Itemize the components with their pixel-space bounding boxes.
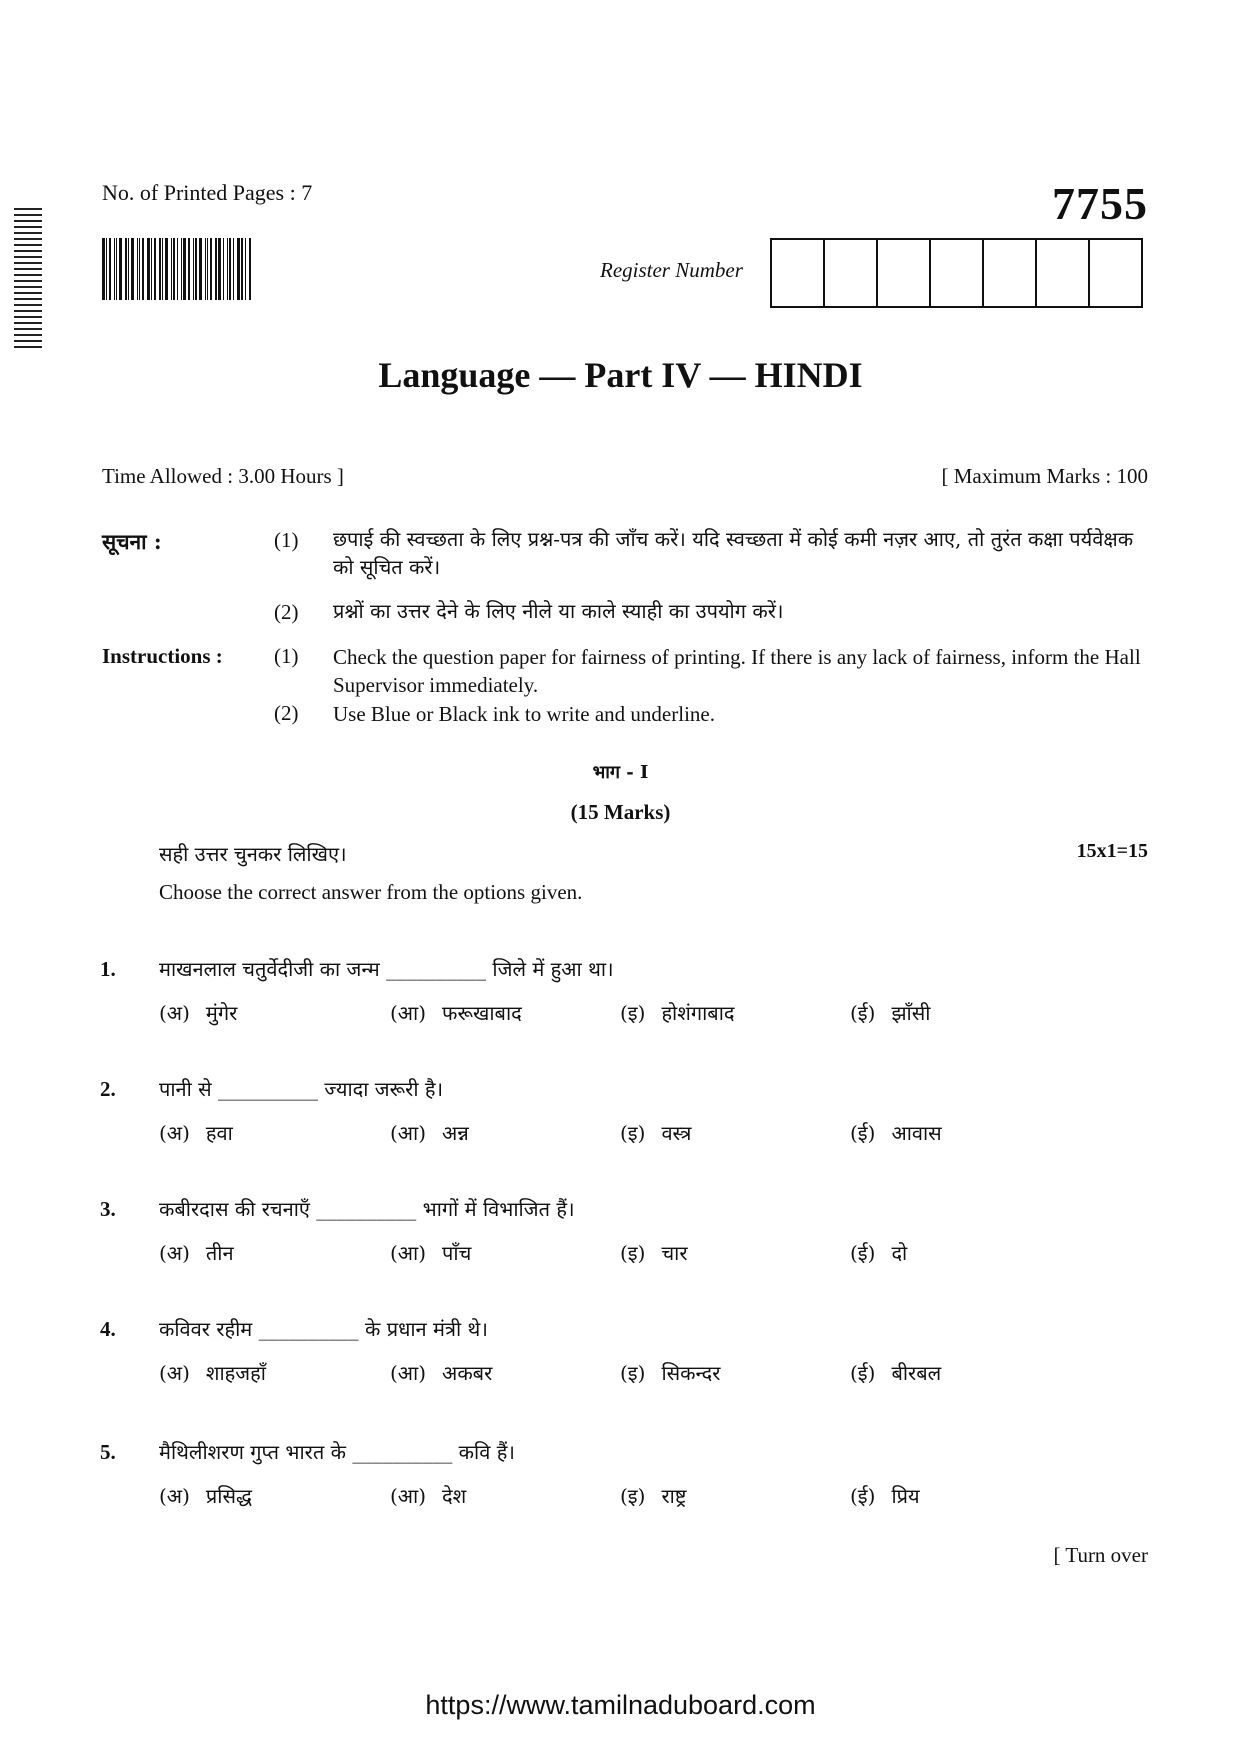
barcode-bar [131, 238, 134, 300]
option-key: (आ) [390, 1001, 427, 1025]
answer-option[interactable] [390, 999, 522, 1026]
option-key: (अ) [159, 1361, 190, 1385]
barcode-bar [109, 238, 111, 300]
register-box[interactable] [878, 240, 931, 306]
option-text: फरूखाबाद [442, 1001, 522, 1025]
option-text: बीरबल [891, 1361, 942, 1385]
barcode-bar [245, 238, 246, 300]
option-text: अन्न [442, 1121, 469, 1145]
barcode-bar [223, 238, 224, 300]
barcode-bar [125, 238, 127, 300]
option-text: सिकन्दर [661, 1361, 721, 1385]
barcode-bar [181, 238, 182, 300]
register-box[interactable] [1090, 240, 1141, 306]
option-key: (इ) [620, 1361, 646, 1385]
option-text: आवास [891, 1121, 942, 1145]
register-number-label: Register Number [600, 258, 743, 282]
answer-option[interactable] [850, 1119, 942, 1146]
option-text: शाहजहाँ [205, 1361, 266, 1385]
register-box[interactable] [931, 240, 984, 306]
barcode-bar [142, 238, 144, 300]
question-text: कबीरदास की रचनाएँ __________ भागों में विभाजित हैं। [159, 1197, 575, 1221]
barcode-bar [188, 238, 190, 300]
answer-option[interactable] [850, 1359, 941, 1386]
barcode-bar [171, 238, 172, 300]
question-text: माखनलाल चतुर्वेदीजी का जन्म __________ जिले में हुआ था। [159, 957, 614, 981]
option-key: (अ) [159, 1121, 190, 1145]
barcode-bar [218, 238, 221, 300]
answer-option[interactable] [620, 999, 735, 1026]
barcode-bar [139, 238, 140, 300]
option-key: (ई) [850, 1484, 876, 1508]
barcode-bar [195, 238, 197, 300]
register-box[interactable] [825, 240, 878, 306]
answer-option[interactable] [159, 1239, 234, 1266]
option-text: होशंगाबाद [661, 1001, 735, 1025]
suchna-item-text: प्रश्नों का उत्तर देने के लिए नीले या काले स्याही का उपयोग करें। [333, 599, 784, 623]
answer-option[interactable] [159, 999, 237, 1026]
printed-pages: No. of Printed Pages : 7 [102, 180, 313, 205]
option-key: (ई) [850, 1121, 876, 1145]
barcode-bar [147, 238, 150, 300]
barcode-bar [193, 238, 194, 300]
instruction-item-number: (1) [274, 644, 299, 668]
barcode-bar [229, 238, 231, 300]
question-text: कविवर रहीम __________ के प्रधान मंत्री थे। [159, 1317, 488, 1341]
part-heading: भाग - I [592, 762, 649, 783]
barcode-bar [207, 238, 208, 300]
option-key: (इ) [620, 1241, 646, 1265]
barcode-bar [227, 238, 228, 300]
barcode-bar [210, 238, 212, 300]
question-text: पानी से __________ ज्यादा जरूरी है। [159, 1077, 444, 1101]
barcode-bar [116, 238, 117, 300]
instruction-item-number: (2) [274, 701, 299, 725]
answer-option[interactable] [850, 1239, 907, 1266]
option-key: (अ) [159, 1241, 190, 1265]
suchna-item-number: (1) [274, 528, 299, 552]
barcode-bar [233, 238, 234, 300]
answer-option[interactable] [159, 1119, 233, 1146]
option-key: (इ) [620, 1001, 646, 1025]
option-key: (आ) [390, 1121, 427, 1145]
option-key: (अ) [159, 1484, 190, 1508]
option-key: (आ) [390, 1241, 427, 1265]
barcode-bar [183, 238, 186, 300]
barcode-bar [177, 238, 178, 300]
option-key: (आ) [390, 1361, 427, 1385]
barcode-bar [159, 238, 161, 300]
suchna-item-text: छपाई की स्वच्छता के लिए प्रश्न-पत्र की जाँच करें। यदि स्वच्छता में कोई कमी नज़र आए, तो तुरंत कक्षा पर्यवेक्षक को सूचित करें। [333, 527, 1134, 579]
answer-option[interactable] [850, 999, 930, 1026]
register-number-boxes[interactable] [770, 238, 1143, 308]
barcode-bar [114, 238, 115, 300]
answer-option[interactable] [620, 1482, 686, 1509]
barcode-bar [151, 238, 152, 300]
part-marks: (15 Marks) [570, 800, 671, 824]
answer-option[interactable] [390, 1119, 469, 1146]
turn-over: [ Turn over [1053, 1543, 1148, 1567]
barcode-bar [215, 238, 217, 300]
option-key: (ई) [850, 1001, 876, 1025]
question-number: 1. [100, 957, 116, 981]
option-text: वस्त्र [661, 1121, 692, 1145]
barcode-bar [241, 238, 243, 300]
barcode-bar [102, 238, 105, 300]
paper-title: Language — Part IV — HINDI [378, 355, 863, 395]
answer-option[interactable] [159, 1482, 252, 1509]
register-box[interactable] [1037, 240, 1090, 306]
instructions-label: Instructions : [102, 644, 223, 668]
question-instruction-english: Choose the correct answer from the options given. [159, 880, 583, 904]
option-key: (इ) [620, 1121, 646, 1145]
option-text: दो [891, 1241, 908, 1265]
answer-option[interactable] [620, 1359, 720, 1386]
barcode-bar [162, 238, 163, 300]
register-box[interactable] [772, 240, 825, 306]
option-text: हवा [205, 1121, 233, 1145]
instruction-item-text: Use Blue or Black ink to write and underline. [333, 702, 715, 726]
option-text: प्रिय [891, 1484, 920, 1508]
time-allowed: Time Allowed : 3.00 Hours ] [102, 464, 344, 488]
barcode-bar [205, 238, 206, 300]
answer-option[interactable] [620, 1239, 688, 1266]
option-text: मुंगेर [205, 1001, 238, 1025]
option-text: देश [442, 1484, 467, 1508]
side-barcode [14, 208, 42, 354]
register-box[interactable] [984, 240, 1037, 306]
maximum-marks: [ Maximum Marks : 100 [941, 464, 1148, 488]
instruction-item-text: Check the question paper for fairness of printing. If there is any lack of fairness, inform the Hall Supervisor immediately. [333, 645, 1141, 697]
barcode-bar [106, 238, 107, 300]
barcode-bar [128, 238, 129, 300]
option-key: (आ) [390, 1484, 427, 1508]
answer-option[interactable] [159, 1359, 266, 1386]
answer-option[interactable] [390, 1239, 471, 1266]
option-text: चार [661, 1241, 688, 1265]
option-key: (ई) [850, 1361, 876, 1385]
barcode [102, 238, 300, 300]
option-key: (ई) [850, 1241, 876, 1265]
option-text: अकबर [442, 1361, 493, 1385]
question-number: 5. [100, 1440, 116, 1464]
marks-formula: 15x1=15 [1076, 840, 1148, 862]
answer-option[interactable] [390, 1359, 492, 1386]
barcode-bar [154, 238, 156, 300]
question-text: मैथिलीशरण गुप्त भारत के __________ कवि हैं। [159, 1440, 515, 1464]
barcode-bar [165, 238, 168, 300]
barcode-bar [173, 238, 175, 300]
suchna-item-number: (2) [274, 600, 299, 624]
question-number: 4. [100, 1317, 116, 1341]
option-text: प्रसिद्ध [205, 1484, 252, 1508]
option-text: राष्ट्र [661, 1484, 687, 1508]
answer-option[interactable] [390, 1482, 466, 1509]
option-text: झाँसी [891, 1001, 931, 1025]
barcode-bar [249, 238, 251, 300]
question-number: 2. [100, 1077, 116, 1101]
footer-url[interactable]: https://www.tamilnaduboard.com [425, 1690, 816, 1720]
barcode-bar [137, 238, 138, 300]
question-number: 3. [100, 1197, 116, 1221]
option-key: (अ) [159, 1001, 190, 1025]
answer-option[interactable] [850, 1482, 920, 1509]
barcode-bar [237, 238, 240, 300]
answer-option[interactable] [620, 1119, 691, 1146]
suchna-label: सूचना : [102, 529, 162, 554]
paper-code: 7755 [1052, 178, 1148, 229]
option-key: (इ) [620, 1484, 646, 1508]
question-instruction-hindi: सही उत्तर चुनकर लिखिए। [159, 842, 347, 866]
barcode-bar [119, 238, 122, 300]
barcode-bar [199, 238, 202, 300]
option-text: पाँच [442, 1241, 472, 1265]
option-text: तीन [205, 1241, 234, 1265]
